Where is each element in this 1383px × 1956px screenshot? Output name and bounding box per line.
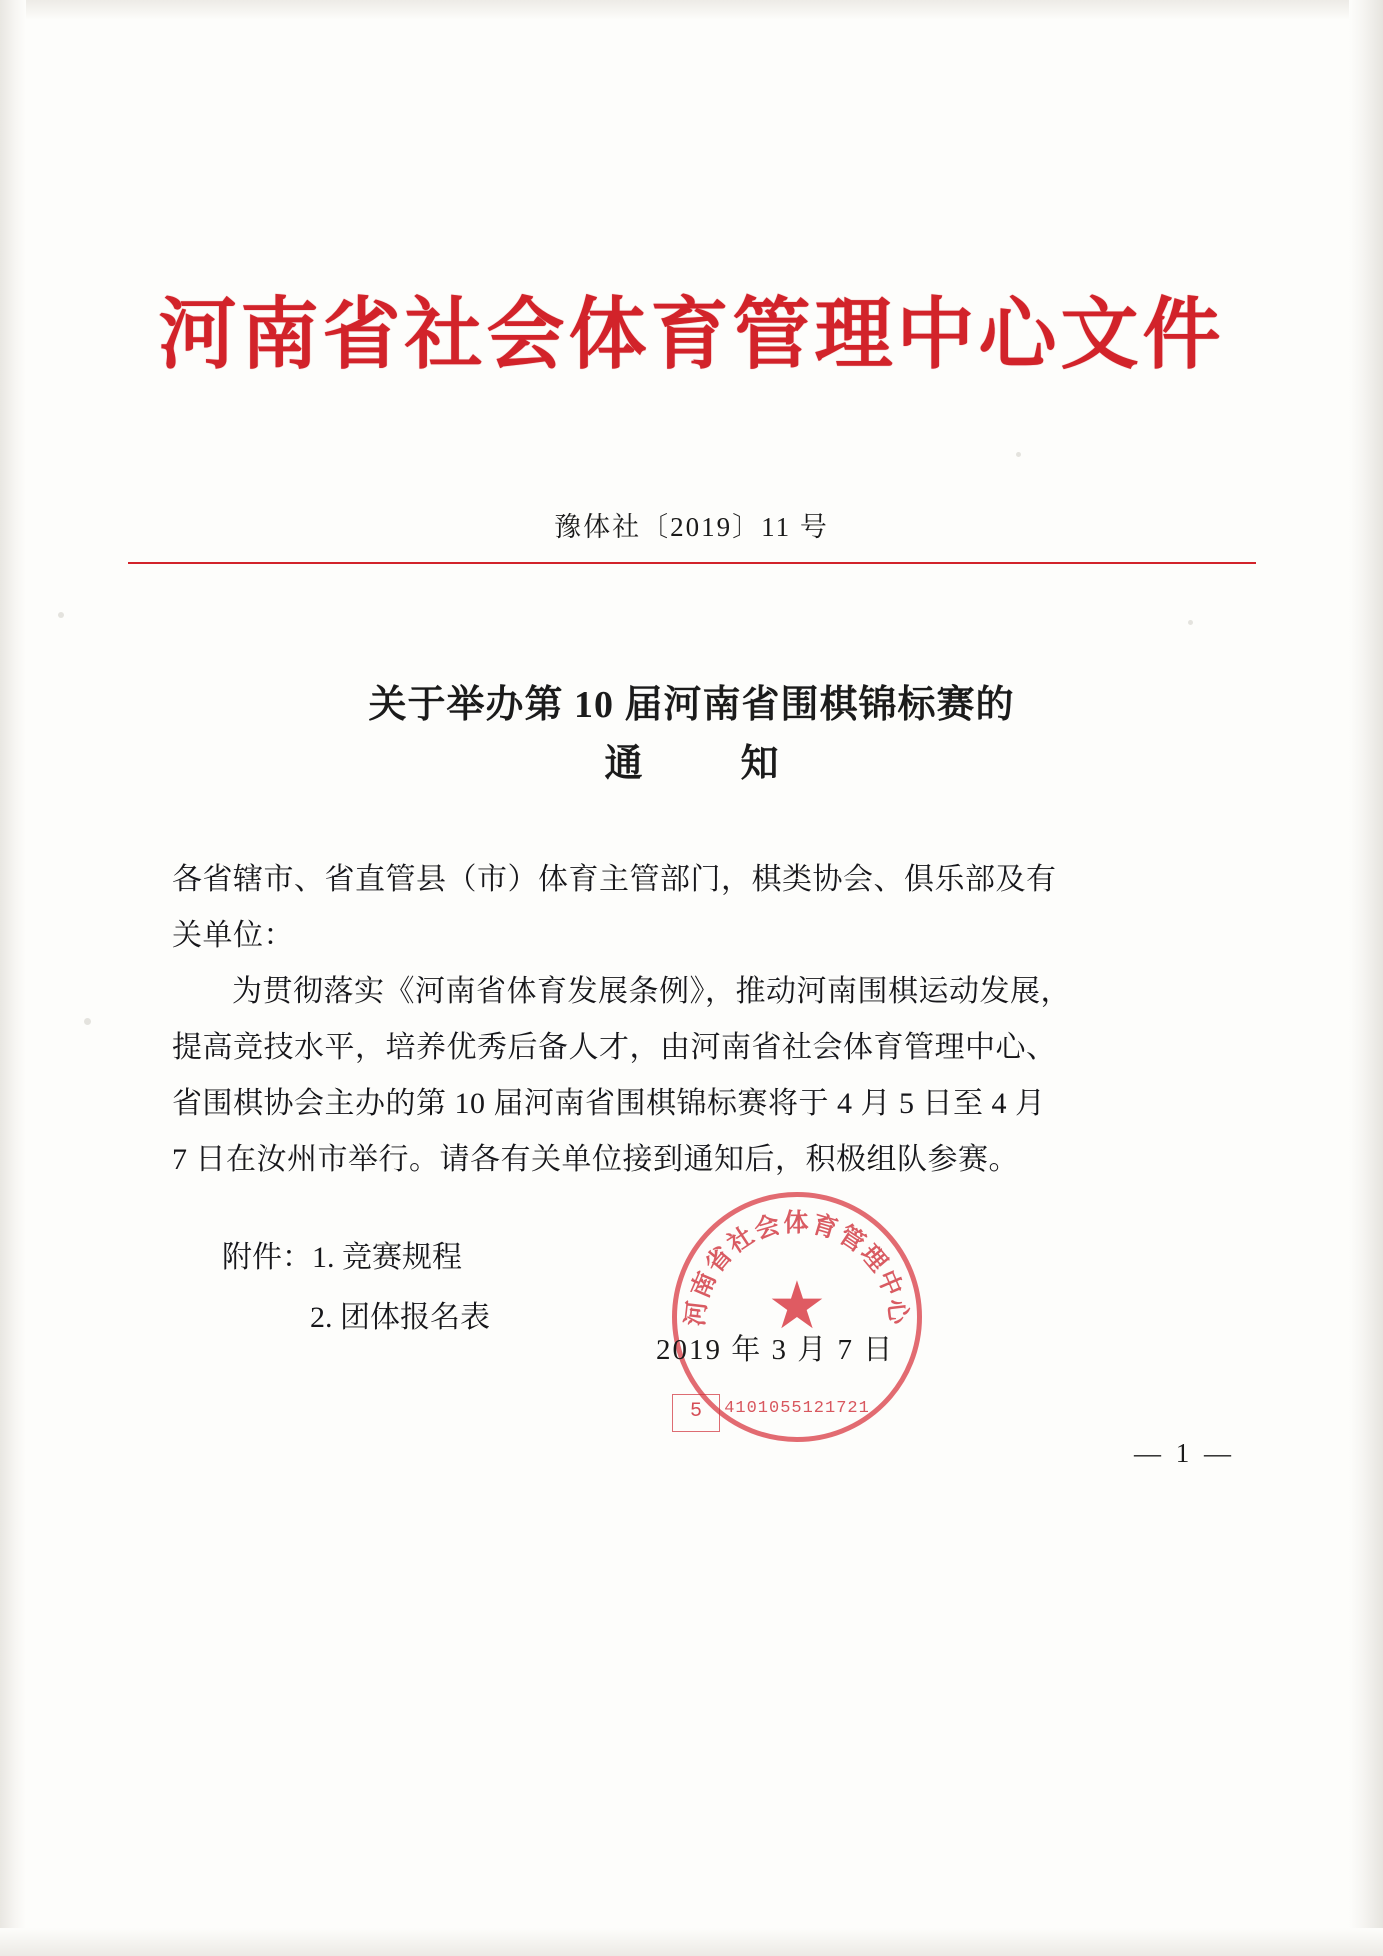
- scan-speck: [1016, 452, 1021, 457]
- seal-top-text: 河南省社会体育管理中心: [682, 1210, 912, 1328]
- scan-speck: [84, 1018, 91, 1025]
- scan-edge-top: [0, 0, 1383, 20]
- document-body: [172, 852, 1192, 1188]
- attachment-item-2: 2. 团体报名表: [310, 1301, 490, 1334]
- document-title-line2: 通 知: [604, 742, 809, 785]
- anti-counterfeit-mark: 5: [672, 1394, 720, 1432]
- paragraph-line-3: 省围棋协会主办的第 10 届河南省围棋锦标赛将于 4 月 5 日至 4 月: [172, 1087, 1046, 1120]
- page-number: — 1 —: [1134, 1438, 1235, 1468]
- attachment-item-1: 附件：1. 竞赛规程: [222, 1241, 462, 1274]
- document-title-line1: 关于举办第 10 届河南省围棋锦标赛的: [368, 684, 1015, 726]
- scan-edge-bottom: [0, 1928, 1383, 1956]
- paragraph-line-2: 提高竞技水平，培养优秀后备人才，由河南省社会体育管理中心、: [172, 1031, 1057, 1064]
- red-divider-rule: [128, 562, 1256, 564]
- document-date: 2019 年 3 月 7 日: [656, 1334, 895, 1366]
- paragraph-line-4: 7 日在汝州市举行。请各有关单位接到通知后，积极组队参赛。: [172, 1143, 1019, 1176]
- recipient-line-1: 各省辖市、省直管县（市）体育主管部门，棋类协会、俱乐部及有: [172, 863, 1057, 896]
- scan-speck: [58, 612, 64, 618]
- document-title: [0, 676, 1383, 794]
- recipient-line-2: 关单位：: [172, 919, 294, 952]
- seal-code-text: 4101055121721: [724, 1399, 870, 1418]
- document-masthead: 河南省社会体育管理中心文件: [158, 291, 1225, 378]
- paragraph-line-1: 为贯彻落实《河南省体育发展条例》，推动河南围棋运动发展，: [232, 975, 1071, 1008]
- scan-speck: [1188, 620, 1193, 625]
- attachments-list: [222, 1228, 490, 1348]
- seal-star-icon: ★: [767, 1270, 827, 1343]
- document-number: 豫体社〔2019〕11 号: [554, 512, 829, 542]
- svg-text:河南省社会体育管理中心: [681, 1209, 913, 1327]
